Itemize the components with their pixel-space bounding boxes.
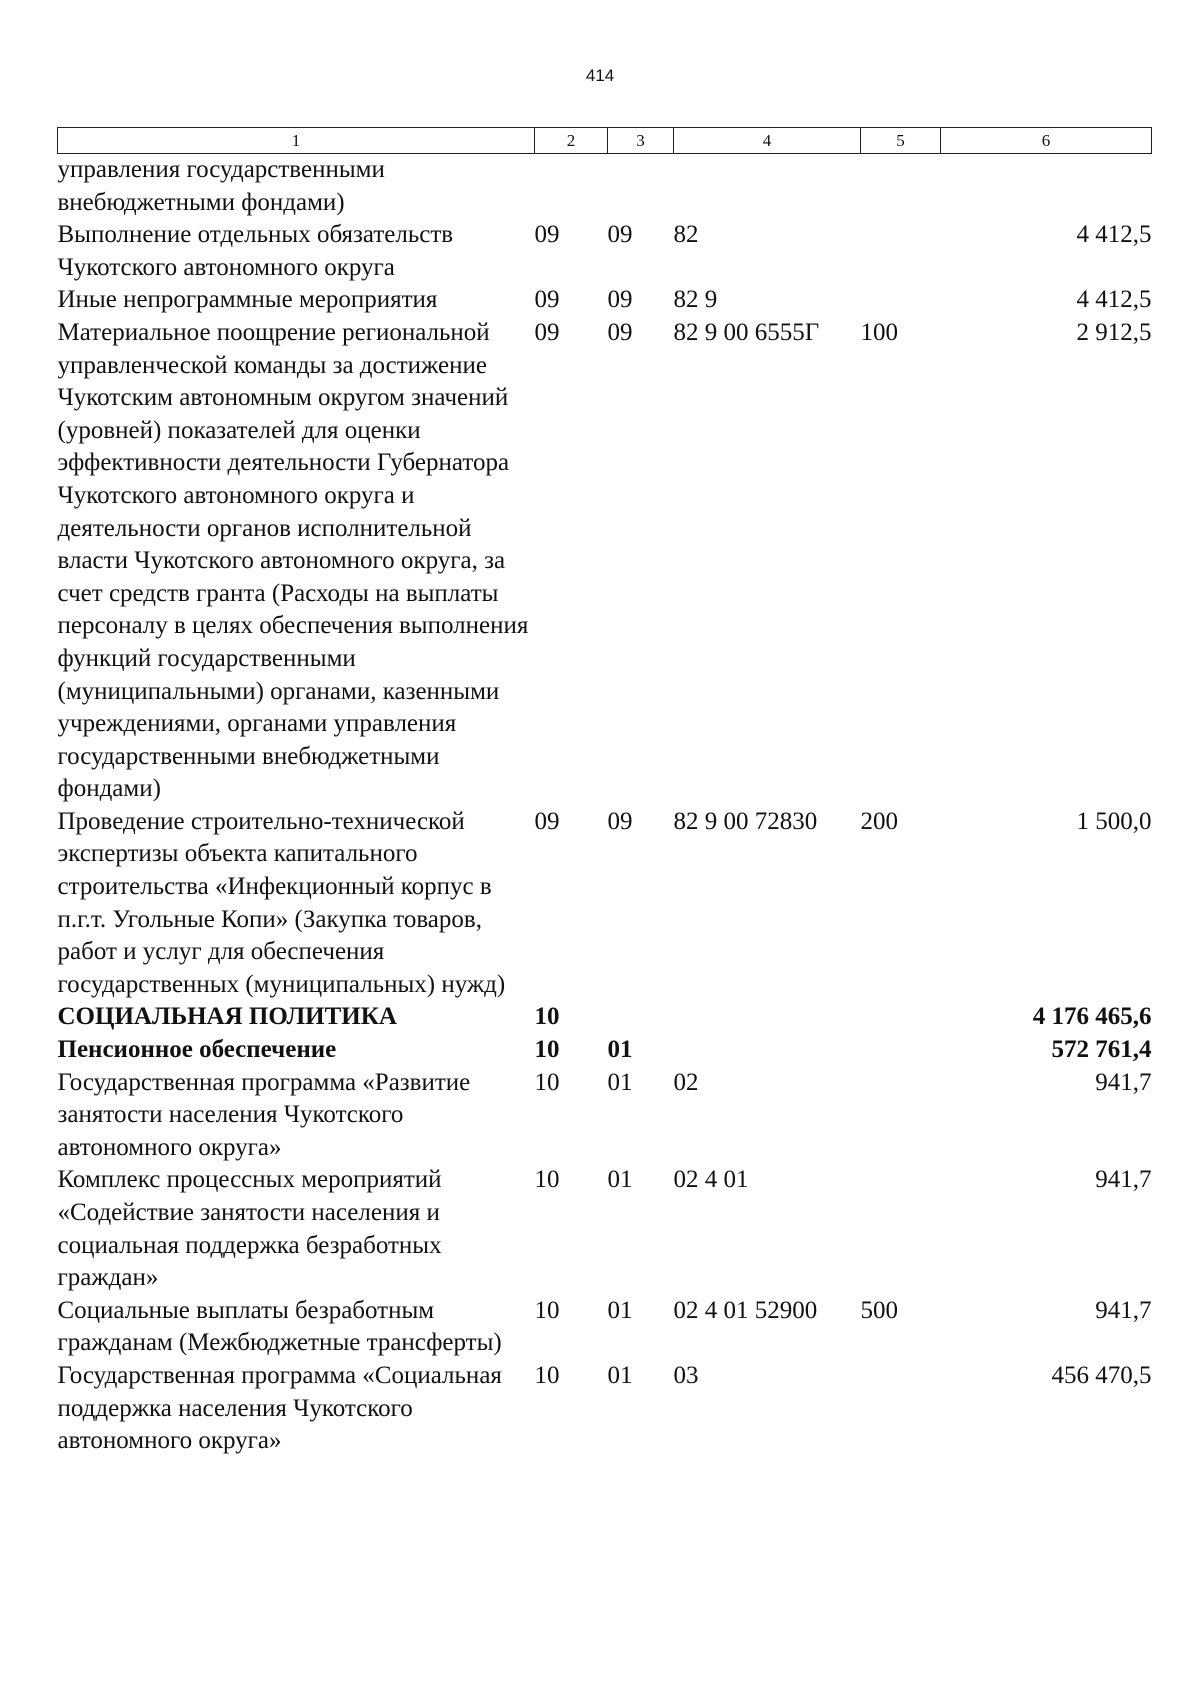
- row-csr: 82 9: [673, 286, 718, 314]
- row-amount: 4 176 465,6: [1032, 1003, 1152, 1031]
- row-vr: [861, 1164, 941, 1294]
- row-name: Иные непрограммные мероприятия: [57, 286, 438, 314]
- row-name: Социальные выплаты безработным гражданам (Межбюджетные трансферты): [57, 1296, 502, 1357]
- row-razdel: 10: [534, 1036, 560, 1064]
- row-vr: 500: [860, 1296, 898, 1324]
- row-csr: 02 4 01: [673, 1166, 749, 1194]
- row-podrazdel: [608, 1001, 674, 1034]
- table-row: [58, 1164, 1152, 1294]
- row-csr: 03: [673, 1361, 699, 1389]
- row-podrazdel: 09: [607, 286, 633, 314]
- row-podrazdel: 09: [607, 807, 633, 835]
- row-amount: [941, 154, 1152, 220]
- row-vr: 100: [860, 318, 898, 346]
- row-razdel: 09: [534, 221, 560, 249]
- row-name: Проведение строительно-технической экспертизы объекта капитального строительства «Инфекционный корпус в п.г.т. Угольные Копи» (Закупка товаров, работ и услуг для обеспечения государственных (муниципальных) нужд): [57, 807, 506, 998]
- row-name: Государственная программа «Развитие занятости населения Чукотского автономного округа»: [57, 1068, 471, 1161]
- table-row: [58, 806, 1152, 1002]
- table-row: [58, 1034, 1152, 1067]
- row-csr: [674, 1001, 861, 1034]
- header-col-4: 4: [674, 128, 861, 154]
- row-podrazdel: 01: [607, 1036, 633, 1064]
- row-name: Комплекс процессных мероприятий «Содействие занятости населения и социальная поддержка безработных граждан»: [57, 1166, 442, 1292]
- row-podrazdel: 01: [607, 1296, 633, 1324]
- row-csr: 02: [673, 1068, 699, 1096]
- row-csr: [674, 1034, 861, 1067]
- row-razdel: 09: [534, 286, 560, 314]
- row-podrazdel: 01: [607, 1068, 633, 1096]
- row-name: Выполнение отдельных обязательств Чукотского автономного округа: [57, 221, 454, 281]
- row-name: Материальное поощрение региональной управленческой команды за достижение Чукотским автономным округом значений (уровней) показателей для оценки эффективности деятельности Губернатора Чукотского автономного округа и деятельности органов исполнительной власти Чукотского автономного округа, за счет средств гранта (Расходы на выплаты персоналу в целях обеспечения выполнения функций государственными (муниципальными) органами, казенными учреждениями, органами управления государственными внебюджетными фондами): [57, 318, 529, 803]
- row-vr: [861, 1360, 941, 1458]
- row-vr: [861, 219, 941, 284]
- table-row: [58, 1001, 1152, 1034]
- row-vr: [861, 1001, 941, 1034]
- row-vr: [861, 284, 941, 317]
- table-row: [58, 1295, 1152, 1360]
- row-csr: 82: [673, 221, 699, 249]
- header-col-1: 1: [58, 128, 535, 154]
- table-row: [58, 284, 1152, 317]
- table-row: [58, 1067, 1152, 1165]
- row-podrazdel: 09: [607, 318, 633, 346]
- table-header: [58, 128, 1152, 154]
- row-vr: [861, 154, 941, 220]
- row-razdel: 09: [534, 807, 560, 835]
- row-csr: 82 9 00 72830: [673, 807, 818, 835]
- row-name: Пенсионное обеспечение: [57, 1036, 337, 1064]
- table-row: [58, 219, 1152, 284]
- row-csr: [674, 154, 861, 220]
- row-podrazdel: [608, 154, 674, 220]
- row-amount: 572 761,4: [1051, 1036, 1152, 1064]
- header-col-2: 2: [535, 128, 608, 154]
- row-podrazdel: 09: [607, 221, 633, 249]
- budget-table: [57, 127, 1152, 1458]
- row-name: управления государственными внебюджетными фондами): [57, 156, 385, 216]
- row-amount: 456 470,5: [1051, 1361, 1152, 1389]
- row-razdel: 09: [534, 318, 560, 346]
- row-amount: 4 412,5: [1076, 286, 1152, 314]
- row-vr: [861, 1067, 941, 1165]
- row-amount: 4 412,5: [1076, 221, 1152, 249]
- row-name: СОЦИАЛЬНАЯ ПОЛИТИКА: [57, 1003, 397, 1031]
- page-number: 414: [585, 66, 615, 85]
- row-vr: 200: [860, 807, 898, 835]
- row-amount: 941,7: [1095, 1296, 1152, 1324]
- row-razdel: [535, 154, 608, 220]
- table-row: [58, 154, 1152, 220]
- row-amount: 1 500,0: [1076, 807, 1152, 835]
- row-razdel: 10: [534, 1296, 560, 1324]
- row-razdel: 10: [534, 1003, 560, 1031]
- header-col-5: 5: [861, 128, 941, 154]
- row-amount: 2 912,5: [1076, 318, 1152, 346]
- row-podrazdel: 01: [607, 1166, 633, 1194]
- row-vr: [861, 1034, 941, 1067]
- row-amount: 941,7: [1095, 1166, 1152, 1194]
- header-col-6: 6: [941, 128, 1152, 154]
- table-body: [58, 154, 1152, 1458]
- row-razdel: 10: [534, 1068, 560, 1096]
- row-razdel: 10: [534, 1166, 560, 1194]
- row-podrazdel: 01: [607, 1361, 633, 1389]
- header-col-3: 3: [608, 128, 674, 154]
- row-name: Государственная программа «Социальная поддержка населения Чукотского автономного округа»: [57, 1361, 502, 1455]
- row-csr: 82 9 00 6555Г: [673, 318, 820, 346]
- row-razdel: 10: [534, 1361, 560, 1389]
- table-row: [58, 1360, 1152, 1458]
- row-csr: 02 4 01 52900: [673, 1296, 818, 1324]
- table-row: [58, 317, 1152, 806]
- row-amount: 941,7: [1095, 1068, 1152, 1096]
